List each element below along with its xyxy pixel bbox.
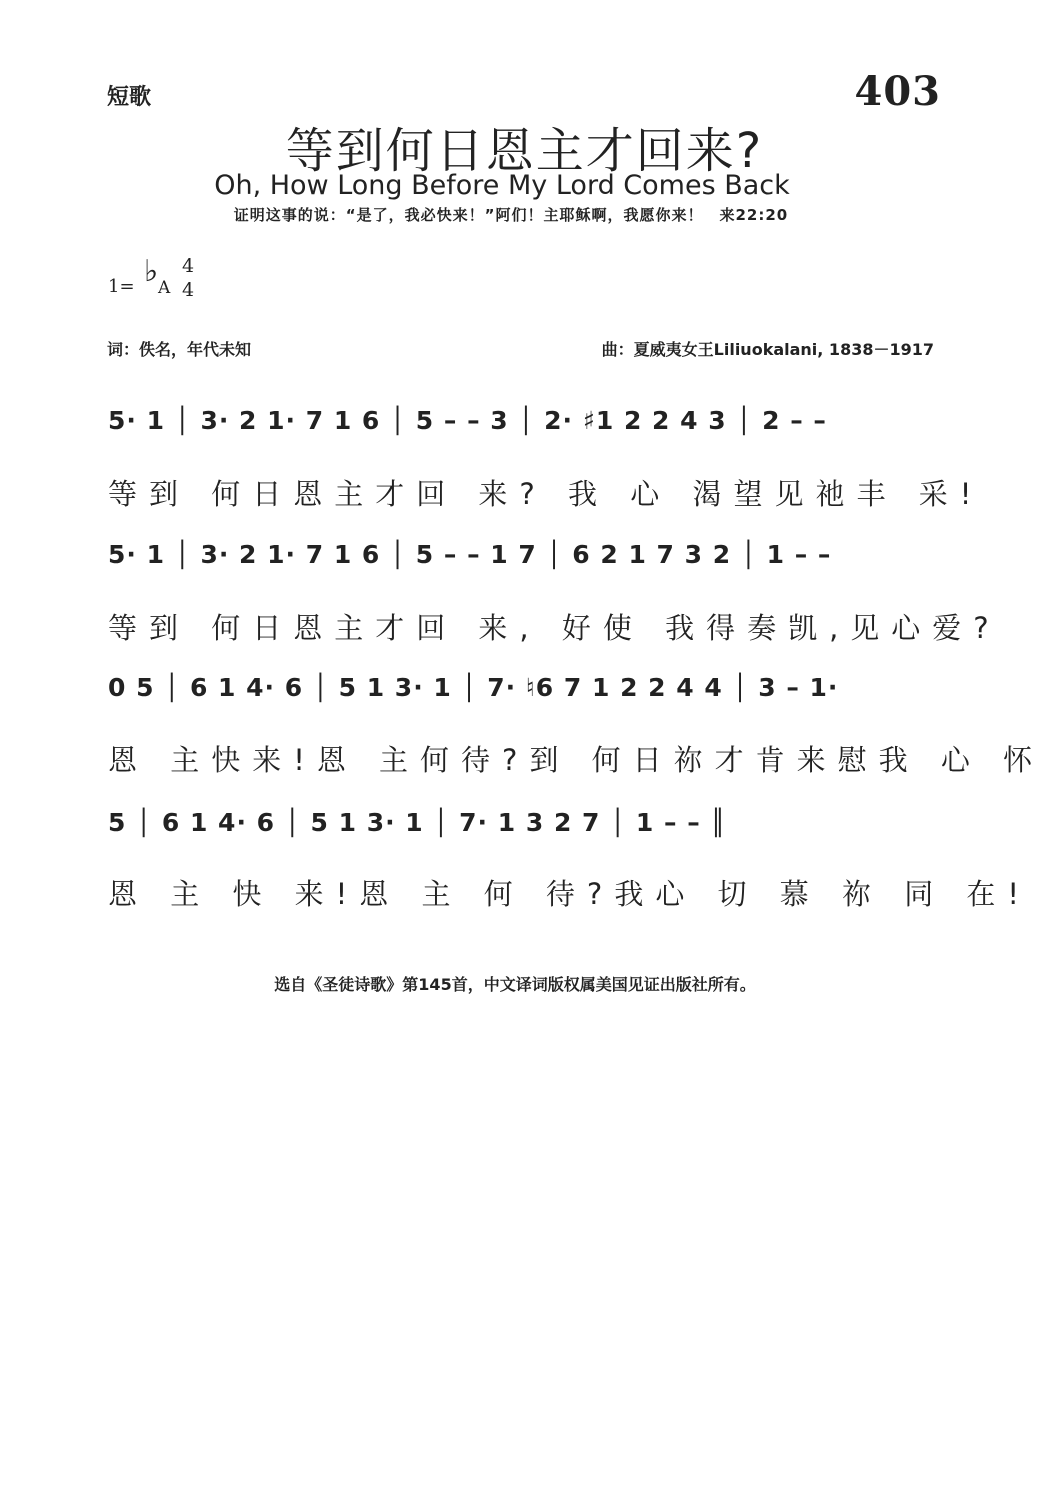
score-line-3-notes: 0 5 │ 6 1 4· 6 │ 5 1 3· 1 │ 7· ♮6 7 1 2 2 4 4 │ 3 – 1· [108,673,839,702]
lyric-line-4: 恩 主 快 来!恩 主 何 待?我心 切 慕 祢 同 在! [108,877,1032,911]
flat-sign: ♭ [144,254,159,289]
score-line-3 [108,673,948,715]
hymn-subtitle: Oh, How Long Before My Lord Comes Back [214,170,790,201]
time-top: 4 [181,255,195,277]
lyric-line-1: 等到 何日恩主才回 来? 我 心 渴望见祂丰 采! [108,477,984,511]
lyrics-credit: 词：佚名，年代未知 [107,340,252,359]
score-line-1-notes: 5· 1 │ 3· 2 1· 7 1 6 │ 5 – – 3 │ 2· ♯1 2 2 4 3 │ 2 – – [108,406,827,435]
lyric-line-2: 等到 何日恩主才回 来, 好使 我得奏凯,见心爱? [108,611,1001,645]
score-line-2-notes: 5· 1 │ 3· 2 1· 7 1 6 │ 5 – – 1 7 │ 6 2 1 7 3 2 │ 1 – – [108,540,832,569]
music-credit: 曲：夏威夷女王Liliuokalani, 1838－1917 [601,340,934,359]
hymn-number: 403 [854,68,941,115]
score-line-4-notes: 5 │ 6 1 4· 6 │ 5 1 3· 1 │ 7· 1 3 2 7 │ 1 – – ║ [108,808,727,837]
category-label: 短歌 [107,84,152,110]
score-line-2 [108,540,948,582]
scripture-verse: 证明这事的说：“是了，我必快来！”阿们！主耶稣啊，我愿你来！ 来22:20 [233,206,789,224]
hymn-title: 等到何日恩主才回来? [285,123,764,179]
time-bottom: 4 [181,279,195,301]
copyright-footer: 选自《圣徒诗歌》第145首，中文译词版权属美国见证出版社所有。 [274,975,756,994]
lyric-line-3: 恩 主快来!恩 主何待?到 何日祢才肯来慰我 心 怀 [108,743,1045,777]
time-signature [180,254,196,302]
score-line-4 [108,808,948,850]
key-note: A [158,278,171,298]
score-line-1 [108,406,948,448]
key-prefix: 1= [108,276,135,297]
